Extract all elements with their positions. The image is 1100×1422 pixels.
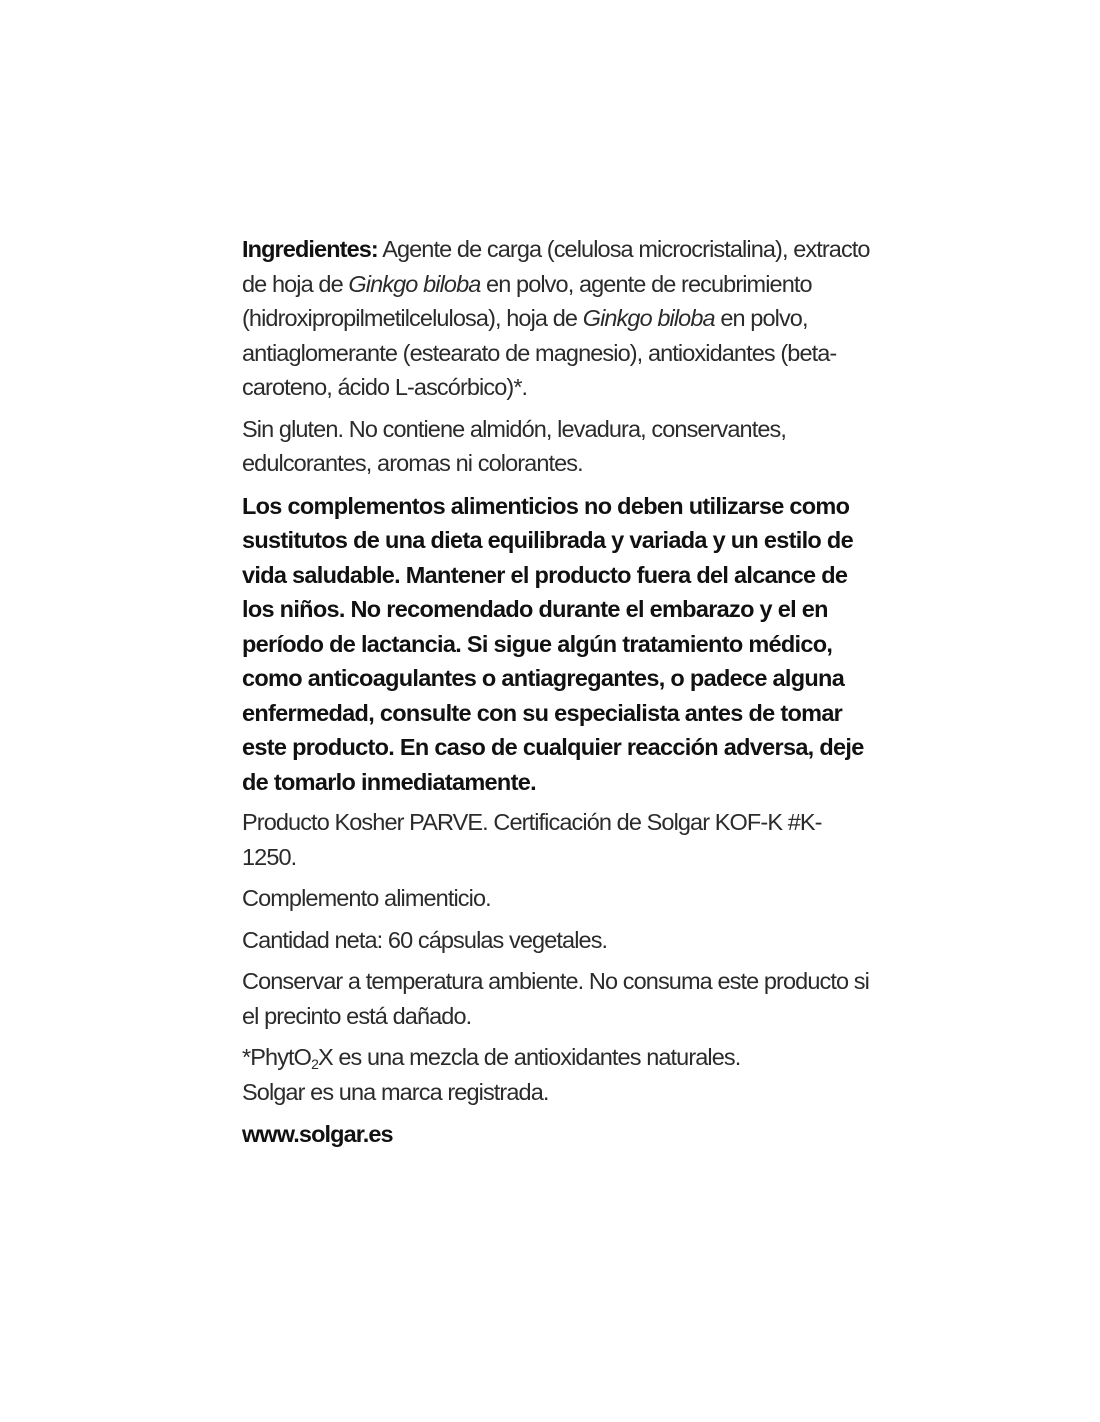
footnote-subscript: 2: [311, 1056, 318, 1072]
net-quantity: Cantidad neta: 60 cápsulas vegetales.: [242, 926, 608, 953]
warning-statement: Los complementos alimenticios no deben utilizarse como sustitutos de una dieta equilibrada y variada y un estilo de vida saludable. Mantener el producto fuera del alcance de los niños. No recomendado durante el embarazo y el en período de lactancia. Si sigue algún tratamiento médico, como anticoagulantes o antiagregantes, o padece alguna enfermedad, consulte con su especialista antes de tomar este producto. En caso de cualquier reacción adversa, deje de tomarlo inmediatamente.: [242, 492, 864, 795]
storage-statement: Conservar a temperatura ambiente. No consuma este producto si el precinto está dañado.: [242, 968, 869, 1029]
ingredients-paragraph: [242, 232, 872, 405]
footnote-suffix: X es una mezcla de antioxidantes naturales.: [317, 1044, 741, 1070]
ingredients-text-2: en polvo, agente de recubrimiento (hidroxipropilmetilcelulosa), hoja de: [242, 270, 812, 331]
website-url[interactable]: www.solgar.es: [242, 1121, 393, 1147]
footnote-prefix: *PhytO: [242, 1044, 312, 1070]
supplement-statement: Complemento alimenticio.: [242, 885, 491, 911]
website-link[interactable]: [242, 1117, 872, 1152]
ingredients-text-1: Agente de carga (celulosa microcristalina), extracto de hoja de: [242, 236, 870, 297]
gluten-free-statement: Sin gluten. No contiene almidón, levadura, conservantes, edulcorantes, aromas ni colorantes.: [242, 415, 786, 476]
antioxidant-footnote: [242, 1040, 872, 1075]
ingredients-heading: Ingredientes:: [242, 236, 378, 262]
ingredients-text-3: en polvo, antiaglomerante (estearato de magnesio), antioxidantes (beta-caroteno, ácido L-ascórbico)*.: [242, 305, 837, 400]
product-label-text: [242, 232, 872, 1159]
ginkgo-name-1: Ginkgo biloba: [348, 270, 481, 297]
trademark-statement: Solgar es una marca registrada.: [242, 1078, 549, 1105]
kosher-statement: Producto Kosher PARVE. Certificación de Solgar KOF-K #K-1250.: [242, 809, 822, 870]
ginkgo-name-2: Ginkgo biloba: [582, 305, 715, 331]
